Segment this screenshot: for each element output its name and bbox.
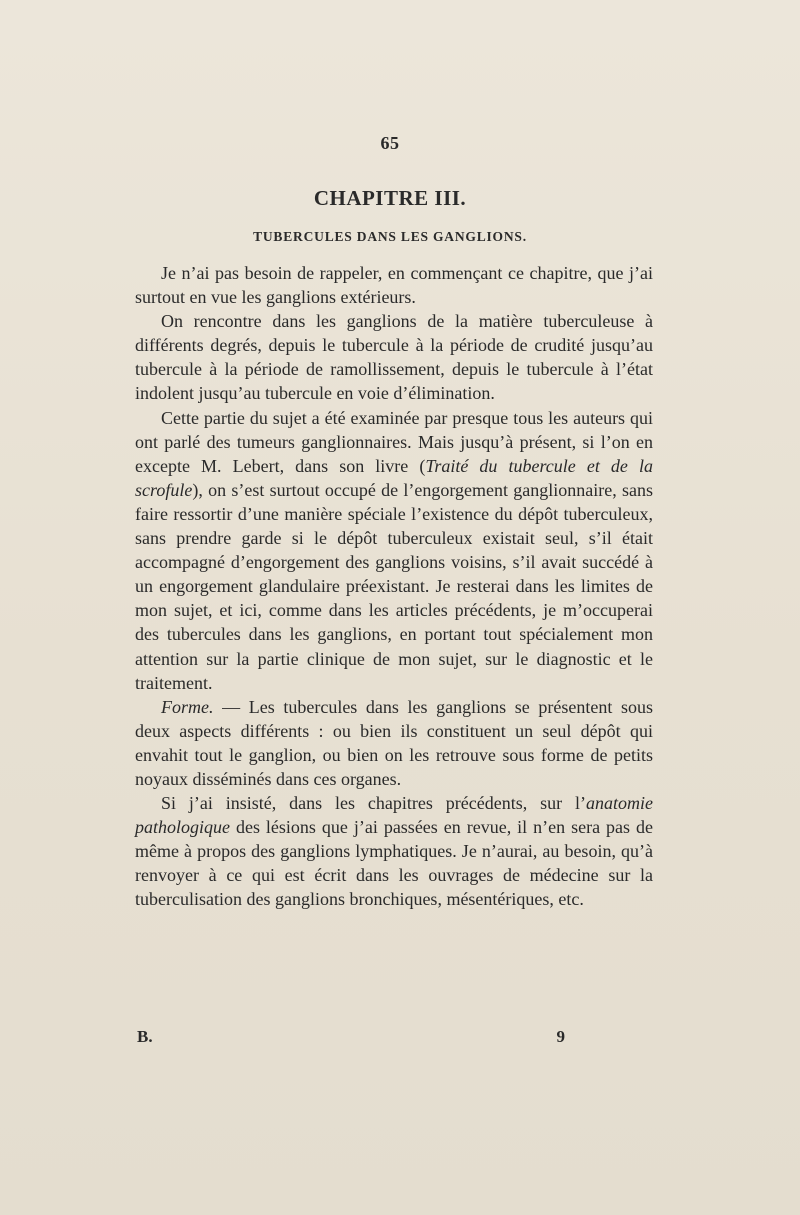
paragraph-4 [135,695,653,791]
chapter-title: CHAPITRE III. [313,186,467,210]
chapter-subtitle: TUBERCULES DANS LES GANGLIONS. [253,229,527,244]
sheet-number: 9 [556,1027,565,1046]
anatomie-italic: anatomie pathologique [135,793,653,838]
book-title-italic: Traité du tubercule et de la scrofule [135,455,653,500]
paragraph-5-text-after: des lésions que j’ai passées en revue, il n’en sera pas de même à propos des ganglions lymphatiques. Je n’aurai, au besoin, qu’à renvoyer à ce qui est écrit dans les ouvrages de médecine sur la tuberculisation des ganglions bronchiques, mésentériques, etc. [135,817,653,910]
paragraph-3-text-after: ), on s’est surtout occupé de l’engorgement ganglionnaire, sans faire ressortir d’une manière spéciale l’existence du dépôt tuberculeux, sans prendre garde si le dépôt tuberculeux existait seul, s’il était accompagné d’engorgement des ganglions voisins, s’il avait succédé à un engorgement glandulaire préexistant. Je resterai dans les limites de mon sujet, et ici, comme dans les articles précédents, je m’occuperai des tubercules dans les ganglions, en portant tout spécialement mon attention sur la partie clinique de mon sujet, sur le diagnostic et le traitement. [135,479,653,693]
paragraph-5 [135,791,653,911]
section-heading-forme: Forme. [161,696,214,717]
paragraph-3 [135,406,653,695]
paragraph-4-text: — Les tubercules dans les ganglions se présentent sous deux aspects différents : ou bien ils constituent un seul dépôt qui envahit tout le ganglion, ou bien on les retrouve sous forme de petits noyaux disséminés dans ces organes. [135,696,653,789]
page-number: 65 [380,133,400,153]
signature-mark: B. [137,1027,153,1046]
paragraph-3-text-before: Cette partie du sujet a été examinée par presque tous les auteurs qui ont parlé des tumeurs ganglionnaires. Mais jusqu’à présent, si l’on en excepte M. Lebert, dans son livre ( [135,407,653,476]
body-text [135,261,653,912]
paragraph-1: Je n’ai pas besoin de rappeler, en commençant ce chapitre, que j’ai surtout en vue les ganglions extérieurs. [135,263,653,308]
paragraph-2: On rencontre dans les ganglions de la matière tuberculeuse à différents degrés, depuis le tubercule à la période de crudité jusqu’au tubercule à la période de ramollissement, depuis le tubercule à l’état indolent jusqu’au tubercule en voie d’élimination. [135,311,653,404]
paragraph-5-text-before: Si j’ai insisté, dans les chapitres précédents, sur l’ [161,793,586,814]
